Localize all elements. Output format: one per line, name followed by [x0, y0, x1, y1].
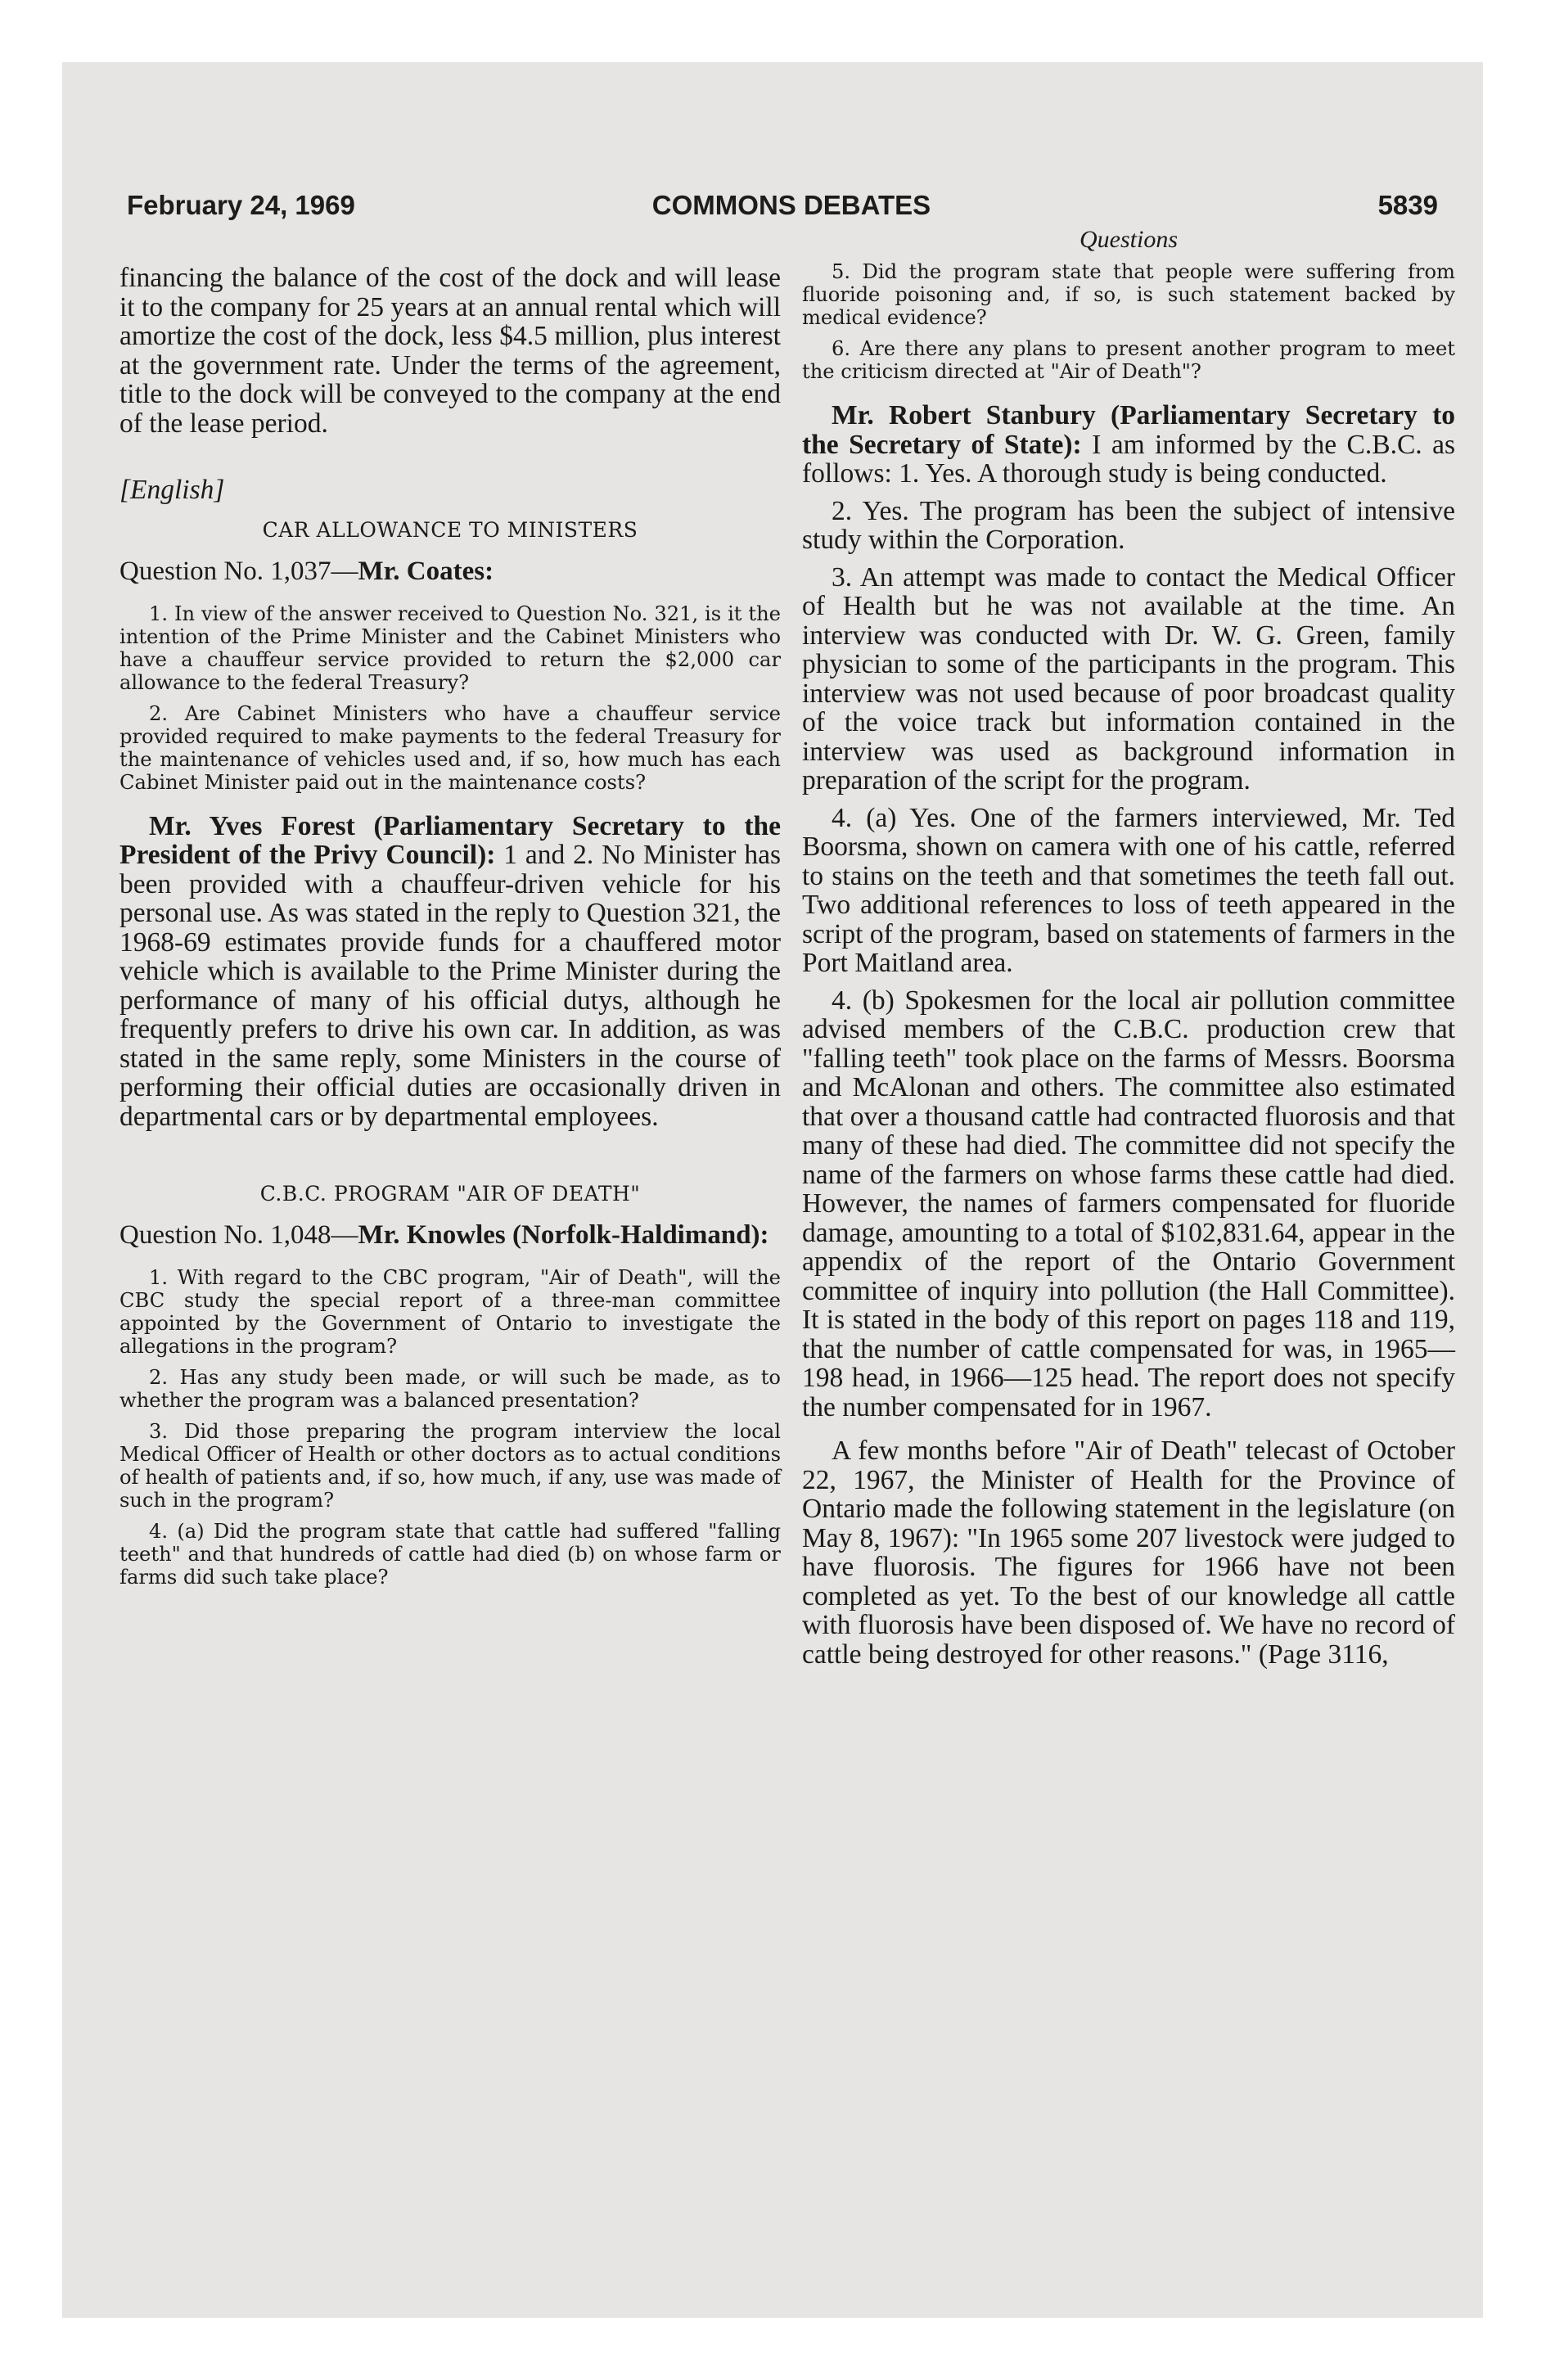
- question-item: 2. Are Cabinet Ministers who have a chauffeur service provided required to make payments to the federal Treasury for the maintenance of vehicles used and, if so, how much has each Cabinet Minister paid out in the maintenance costs?: [119, 701, 781, 794]
- question-number: Question No. 1,037—: [119, 556, 358, 586]
- page-header: [127, 190, 1456, 224]
- question-item: 6. Are there any plans to present another program to meet the criticism directed at "Air of Death"?: [802, 337, 1455, 383]
- section-heading-cbc-program: C.B.C. PROGRAM "AIR OF DEATH": [259, 1182, 641, 1206]
- answer-text: I am informed by the C.B.C. as follows: 1. Yes. A thorough study is being conducted.: [802, 429, 1455, 489]
- question-item: 2. Has any study been made, or will such be made, as to whether the program was a balanced presentation?: [119, 1366, 781, 1412]
- answer-paragraph: A few months before "Air of Death" telecast of October 22, 1967, the Minister of Health for the Province of Ontario made the following statement in the legislature (on May 8, 1967): "In 1965 some 207 livestock were judged to have fluorosis. The figures for 1966 have not been completed as yet. To the best of our knowledge all cattle with fluorosis have been disposed of. We have no record of cattle being destroyed for other reasons." (Page 3116,: [802, 1436, 1455, 1670]
- header-date: February 24, 1969: [127, 190, 355, 220]
- question-item: 1. In view of the answer received to Question No. 321, is it the intention of the Prime Minister and the Cabinet Ministers who have a chauffeur service provided to return the $2,000 car allowance to the federal Treasury?: [119, 602, 781, 694]
- continued-paragraph: financing the balance of the cost of the dock and will lease it to the company for 25 years at an annual rental which will amortize the cost of the dock, less $4.5 million, plus interest at the government rate. Under the terms of the agreement, title to the dock will be conveyed to the company at the end of the lease period.: [119, 263, 781, 439]
- answer-text: 1 and 2. No Minister has been provided with a chauffeur-driven vehicle for his personal use. As was stated in the reply to Question 321, the 1968-69 estimates provide funds for a chauffered motor vehicle which is available to the Prime Minister during the performance of many of his official dutys, although he frequently prefers to drive his own car. In addition, as was stated in the same reply, some Ministers in the course of performing their official duties are occasionally driven in departmental cars or by departmental employees.: [119, 840, 781, 1132]
- right-column: [802, 226, 1455, 1669]
- question-1048: [119, 1220, 781, 1250]
- question-item: 1. With regard to the CBC program, "Air of Death", will the CBC study the special report of a three-man committee appointed by the Government of Ontario to investigate the allegations in the program?: [119, 1266, 781, 1358]
- answer-paragraph: 3. An attempt was made to contact the Medical Officer of Health but he was not available at the time. An interview was conducted with Dr. W. G. Green, family physician to some of the participants in the program. This interview was not used because of poor broadcast quality of the voice track but information contained in the interview was used as background information in preparation of the script for the program.: [802, 561, 1455, 796]
- question-item: 4. (a) Did the program state that cattle had suffered "falling teeth" and that hundreds of cattle had died (b) on whose farm or farms did such take place?: [119, 1520, 781, 1589]
- answer-speaker: Mr. Yves Forest (Parliamentary Secretary to the President of the Privy Council):: [119, 810, 781, 870]
- answer-paragraph: 4. (a) Yes. One of the farmers interviewed, Mr. Ted Boorsma, shown on camera with one of his cattle, referred to stains on the teeth and that sometimes the teeth fall out. Two additional references to loss of teeth appeared in the script of the program, based on statements of farmers in the Port Maitland area.: [802, 802, 1455, 978]
- question-member: Mr. Knowles (Norfolk-Haldimand):: [358, 1220, 769, 1250]
- left-column: [119, 226, 781, 1589]
- question-1037: [119, 557, 781, 586]
- question-item: 5. Did the program state that people were suffering from fluoride poisoning and, if so, is such statement backed by medical evidence?: [802, 260, 1455, 329]
- header-title: COMMONS DEBATES: [651, 190, 931, 220]
- answer-paragraph: [802, 401, 1455, 489]
- question-item: 3. Did those preparing the program interview the local Medical Officer of Health or other doctors as to actual conditions of health of patients and, if so, how much, if any, use was made of such in the program?: [119, 1420, 781, 1512]
- language-tag: [English]: [119, 475, 225, 505]
- answer-paragraph: 4. (b) Spokesmen for the local air pollution committee advised members of the C.B.C. production crew that "falling teeth" took place on the farms of Messrs. Boorsma and McAlonan and others. The committee also estimated that over a thousand cattle had contracted fluorosis and that many of these had died. The committee did not specify the name of the farmers on whose farms these cattle had died. However, the names of farmers compensated for fluoride damage, amounting to a total of $102,831.64, appear in the appendix of the report of the Ontario Government committee of inquiry into pollution (the Hall Committee). It is stated in the body of this report on pages 118 and 119, that the number of cattle compensated for was, in 1965—198 head, in 1966—125 head. The report does not specify the number compensated for in 1967.: [802, 985, 1455, 1422]
- question-number: Question No. 1,048—: [119, 1220, 358, 1250]
- answer-paragraph: 2. Yes. The program has been the subject of intensive study within the Corporation.: [802, 495, 1455, 555]
- section-label: Questions: [1079, 226, 1178, 253]
- question-member: Mr. Coates:: [358, 556, 494, 586]
- answer-paragraph: [119, 812, 781, 1132]
- section-heading-car-allowance: CAR ALLOWANCE TO MINISTERS: [262, 517, 638, 542]
- answer-speaker: Mr. Robert Stanbury (Parliamentary Secretary to the Secretary of State):: [802, 400, 1455, 460]
- page-number: 5839: [1377, 190, 1438, 220]
